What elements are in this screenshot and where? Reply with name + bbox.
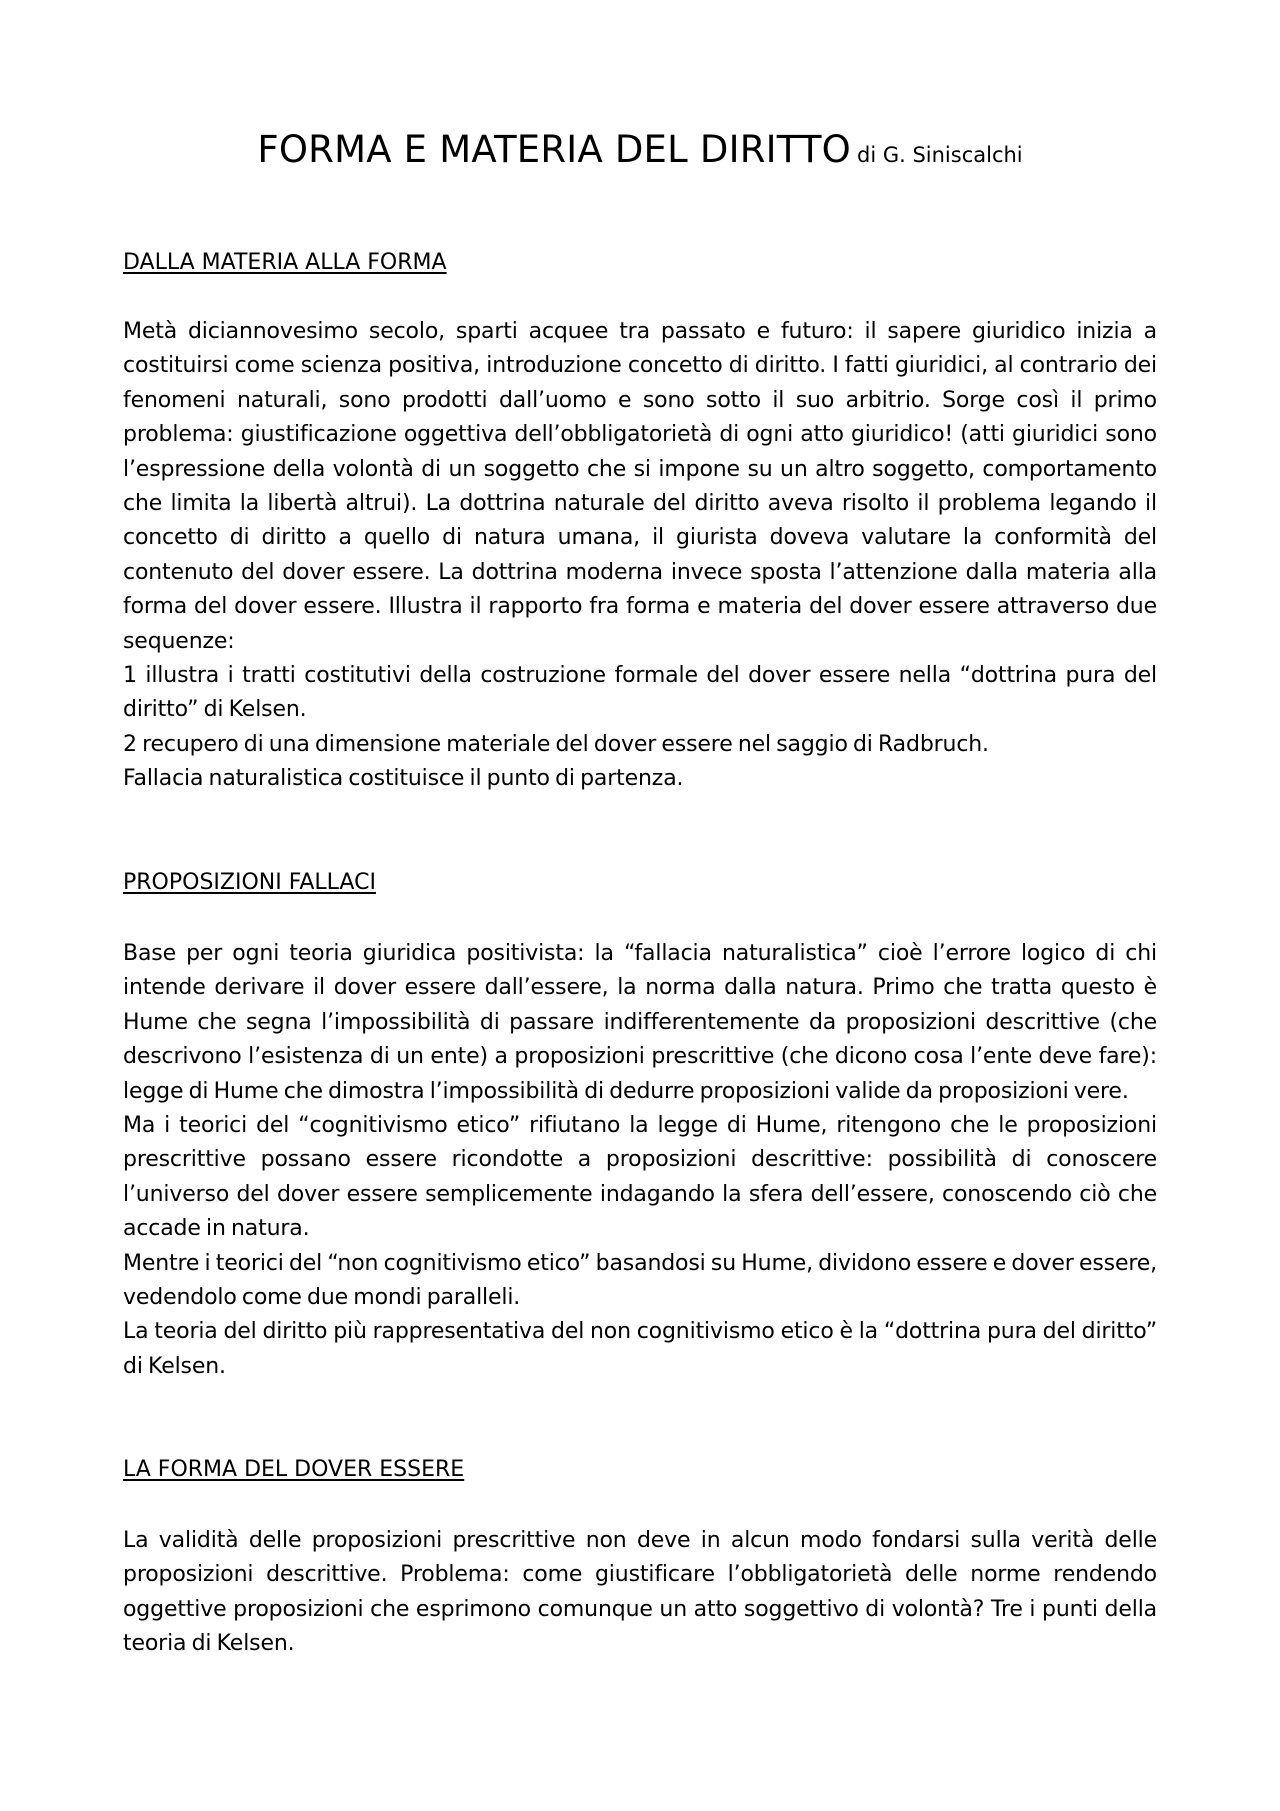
- paragraph: Mentre i teorici del “non cognitivismo etico” basandosi su Hume, dividono essere e dover essere, vedendolo come due mondi paralleli.: [123, 1250, 1157, 1311]
- paragraph: Metà diciannovesimo secolo, sparti acquee tra passato e futuro: il sapere giuridico inizia a costituirsi come scienza positiva, introduzione concetto di diritto. I fatti giuridici, al contrario dei fenomeni naturali, sono prodotti dall’uomo e sono sotto il suo arbitrio. Sorge così il primo problema: giustificazione oggettiva dell’obbligatorietà di ogni atto giuridico! (atti giuridici sono l’espressione della volontà di un soggetto che si impone su un altro soggetto, comportamento che limita la libertà altrui). La dottrina naturale del diritto aveva risolto il problema legando il concetto di diritto a quello di natura umana, il giurista doveva valutare la conformità del contenuto del dover essere. La dottrina moderna invece sposta l’attenzione dalla materia alla forma del dover essere. Illustra il rapporto fra forma e materia del dover essere attraverso due sequenze:: [123, 319, 1157, 654]
- paragraph: La validità delle proposizioni prescrittive non deve in alcun modo fondarsi sulla verità delle proposizioni descrittive. Problema: come giustificare l’obbligatorietà delle norme rendendo oggettive proposizioni che esprimono comunque un atto soggettivo di volontà? Tre i punti della teoria di Kelsen.: [123, 1528, 1157, 1657]
- section-body: [123, 315, 1157, 797]
- section-heading: LA FORMA DEL DOVER ESSERE: [123, 1457, 465, 1482]
- section-body: [123, 937, 1157, 1384]
- paragraph: 2 recupero di una dimensione materiale del dover essere nel saggio di Radbruch.: [123, 731, 989, 757]
- paragraph: Fallacia naturalistica costituisce il punto di partenza.: [123, 766, 684, 792]
- paragraph: Ma i teorici del “cognitivismo etico” rifiutano la legge di Hume, ritengono che le proposizioni prescrittive possano essere ricondotte a proposizioni descrittive: possibilità di conoscere l’universo del dover essere semplicemente indagando la sfera dell’essere, conoscendo ciò che accade in natura.: [123, 1113, 1157, 1242]
- paragraph: Base per ogni teoria giuridica positivista: la “fallacia naturalistica” cioè l’errore logico di chi intende derivare il dover essere dall’essere, la norma dalla natura. Primo che tratta questo è Hume che segna l’impossibilità di passare indifferentemente da proposizioni descrittive (che descrivono l’esistenza di un ente) a proposizioni prescrittive (che dicono cosa l’ente deve fare): legge di Hume che dimostra l’impossibilità di dedurre proposizioni valide da proposizioni vere.: [123, 941, 1157, 1104]
- section-heading: DALLA MATERIA ALLA FORMA: [123, 250, 447, 275]
- document-title-line: [0, 126, 1280, 181]
- paragraph: La teoria del diritto più rappresentativa del non cognitivismo etico è la “dottrina pura del diritto” di Kelsen.: [123, 1319, 1157, 1379]
- document-title: FORMA E MATERIA DEL DIRITTO: [257, 128, 851, 171]
- section-heading: PROPOSIZIONI FALLACI: [123, 870, 376, 895]
- section-body: [123, 1524, 1157, 1662]
- paragraph: 1 illustra i tratti costitutivi della costruzione formale del dover essere nella “dottrina pura del diritto” di Kelsen.: [123, 663, 1157, 723]
- document-author: di G. Siniscalchi: [856, 143, 1023, 167]
